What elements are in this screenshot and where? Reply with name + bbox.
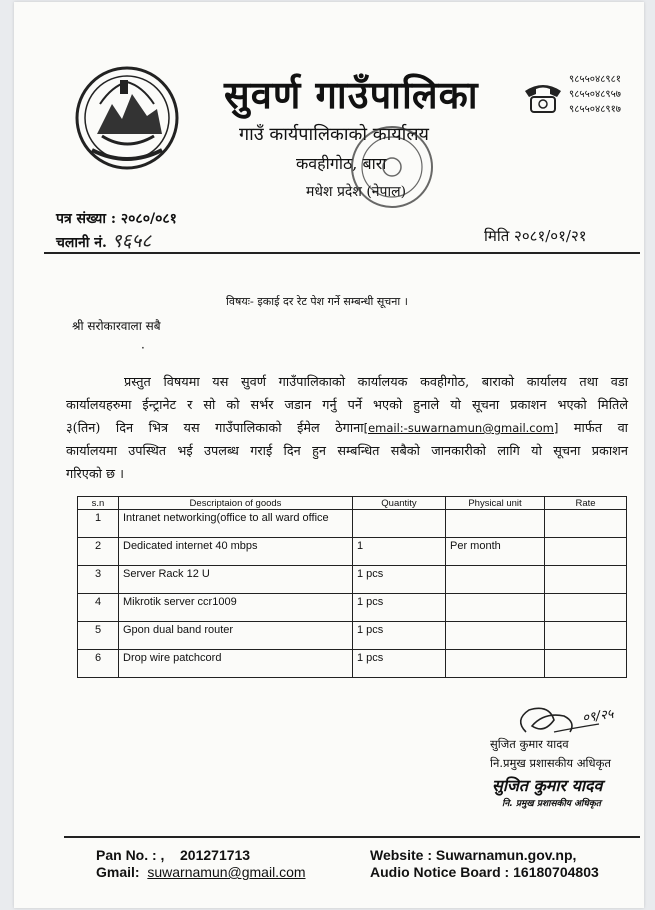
office-place: कवहीगोठ, बारा: [296, 154, 387, 173]
cell-physical-unit: Per month: [446, 538, 545, 566]
cell-sn: 5: [78, 622, 119, 650]
cell-rate: [545, 650, 627, 678]
bullet-dot: ·: [141, 341, 145, 355]
header-divider: [44, 252, 640, 254]
letter-body: [66, 371, 628, 486]
body-line: प्रस्तुत विषयमा यस सुवर्ण गाउँपालिकाको कार्यालयक कवहीगोठ, बाराको कार्यालय तथा वडा: [124, 375, 628, 390]
table-row: [78, 510, 627, 538]
cell-description: Drop wire patchcord: [119, 650, 353, 678]
cell-description: Gpon dual band router: [119, 622, 353, 650]
phone-number: ९८५५०४८९८१: [569, 74, 621, 85]
municipality-title: सुवर्ण गाउँपालिका: [224, 72, 479, 117]
cell-quantity: 1: [353, 538, 446, 566]
body-line-suffix: मार्फत वा: [573, 421, 628, 436]
signature-stamp-name: सुजित कुमार यादव: [492, 776, 603, 795]
ref-label: पत्र संख्या :: [56, 211, 121, 227]
cell-description: Mikrotik server ccr1009: [119, 594, 353, 622]
signature-stamp-post: नि. प्रमुख प्रशासकीय अधिकृत: [502, 799, 601, 809]
cell-description: Intranet networking(office to all ward office: [119, 510, 353, 538]
cell-description: Server Rack 12 U: [119, 566, 353, 594]
table-row: [78, 594, 627, 622]
signatory-post: नि.प्रमुख प्रशासकीय अधिकृत: [490, 756, 611, 770]
gmail-link[interactable]: suwarnamun@gmail.com: [147, 864, 306, 880]
cell-rate: [545, 566, 627, 594]
cell-rate: [545, 594, 627, 622]
nepal-emblem-logo: [72, 64, 182, 172]
audio-label: Audio Notice Board :: [370, 864, 514, 880]
table-row: [78, 566, 627, 594]
cell-rate: [545, 510, 627, 538]
dispatch-value: ९६५८: [111, 230, 152, 252]
pan-label: Pan No. : ,: [96, 847, 165, 863]
table-row: [78, 538, 627, 566]
body-line: कार्यालयमा उपस्थित भई उपलब्ध गराई दिन हुन सम्बन्धित सबैको जानकारीको लागि यो सूचना प्रकाशन: [66, 444, 628, 459]
cell-sn: 4: [78, 594, 119, 622]
website-value[interactable]: Suwarnamun.gov.np,: [435, 847, 577, 863]
dispatch-label: चलानी नं.: [56, 235, 112, 251]
cell-rate: [545, 538, 627, 566]
goods-table: [77, 496, 627, 678]
office-name: गाउँ कार्यपालिकाको कार्यालय: [239, 124, 429, 145]
phone-number: ९८५५०४८९१७: [569, 104, 621, 115]
letter-page: [14, 2, 644, 908]
body-line: [66, 417, 628, 440]
audio-value: 16180704803: [513, 864, 599, 880]
cell-sn: 3: [78, 566, 119, 594]
col-header-sn: s.n: [78, 497, 119, 510]
letter-subject: विषयः- इकाई दर रेट पेश गर्ने सम्बन्धी सूचना ।: [226, 295, 408, 308]
phone-numbers: [569, 72, 621, 117]
province-name: मधेश प्रदेश (नेपाल): [306, 184, 407, 200]
cell-quantity: [353, 510, 446, 538]
cell-description: Dedicated internet 40 mbps: [119, 538, 353, 566]
signatory-name: सुजित कुमार यादव: [490, 737, 569, 751]
cell-rate: [545, 622, 627, 650]
body-line-prefix: ३(तिन) दिन भित्र यस गाउँपालिकाको ईमेल ठेगाना: [66, 421, 364, 436]
footer-right: [370, 847, 599, 881]
cell-physical-unit: [446, 594, 545, 622]
cell-quantity: 1 pcs: [353, 594, 446, 622]
footer-left: [96, 847, 306, 881]
reference-block: [56, 208, 177, 254]
body-line: गरिएको छ ।: [66, 467, 124, 482]
cell-quantity: 1 pcs: [353, 566, 446, 594]
table-header-row: [78, 497, 627, 510]
cell-sn: 2: [78, 538, 119, 566]
col-header-quantity: Quantity: [353, 497, 446, 510]
cell-physical-unit: [446, 622, 545, 650]
table-row: [78, 650, 627, 678]
cell-sn: 6: [78, 650, 119, 678]
cell-quantity: 1 pcs: [353, 622, 446, 650]
cell-physical-unit: [446, 650, 545, 678]
footer-divider: [64, 836, 640, 838]
body-line: कार्यालयहरुमा ईन्ट्रानेट र सो को सर्भर जडान गर्नु पर्ने भएको हुनाले यो सूचना प्रकाशन भएको मितिले: [66, 398, 628, 413]
pan-value: 201271713: [180, 847, 251, 863]
telephone-icon: [521, 77, 565, 115]
col-header-rate: Rate: [545, 497, 627, 510]
phone-number: ९८५५०४८९५७: [569, 89, 621, 100]
website-label: Website :: [370, 847, 436, 863]
cell-physical-unit: [446, 510, 545, 538]
email-address: [email:-suwarnamun@gmail.com]: [363, 421, 559, 435]
cell-physical-unit: [446, 566, 545, 594]
cell-sn: 1: [78, 510, 119, 538]
col-header-description: Descriptaion of goods: [119, 497, 353, 510]
signature-date: ०९/२५: [581, 706, 615, 727]
office-stamp: [347, 122, 437, 212]
table-row: [78, 622, 627, 650]
goods-table-body: [78, 510, 627, 678]
letter-date: मिति २०८१/०१/२१: [484, 227, 587, 245]
cell-quantity: 1 pcs: [353, 650, 446, 678]
letter-salutation: श्री सरोकारवाला सबै: [72, 319, 161, 333]
gmail-label: Gmail:: [96, 864, 144, 880]
col-header-physical-unit: Physical unit: [446, 497, 545, 510]
ref-value: २०८०/०८१: [120, 211, 177, 227]
